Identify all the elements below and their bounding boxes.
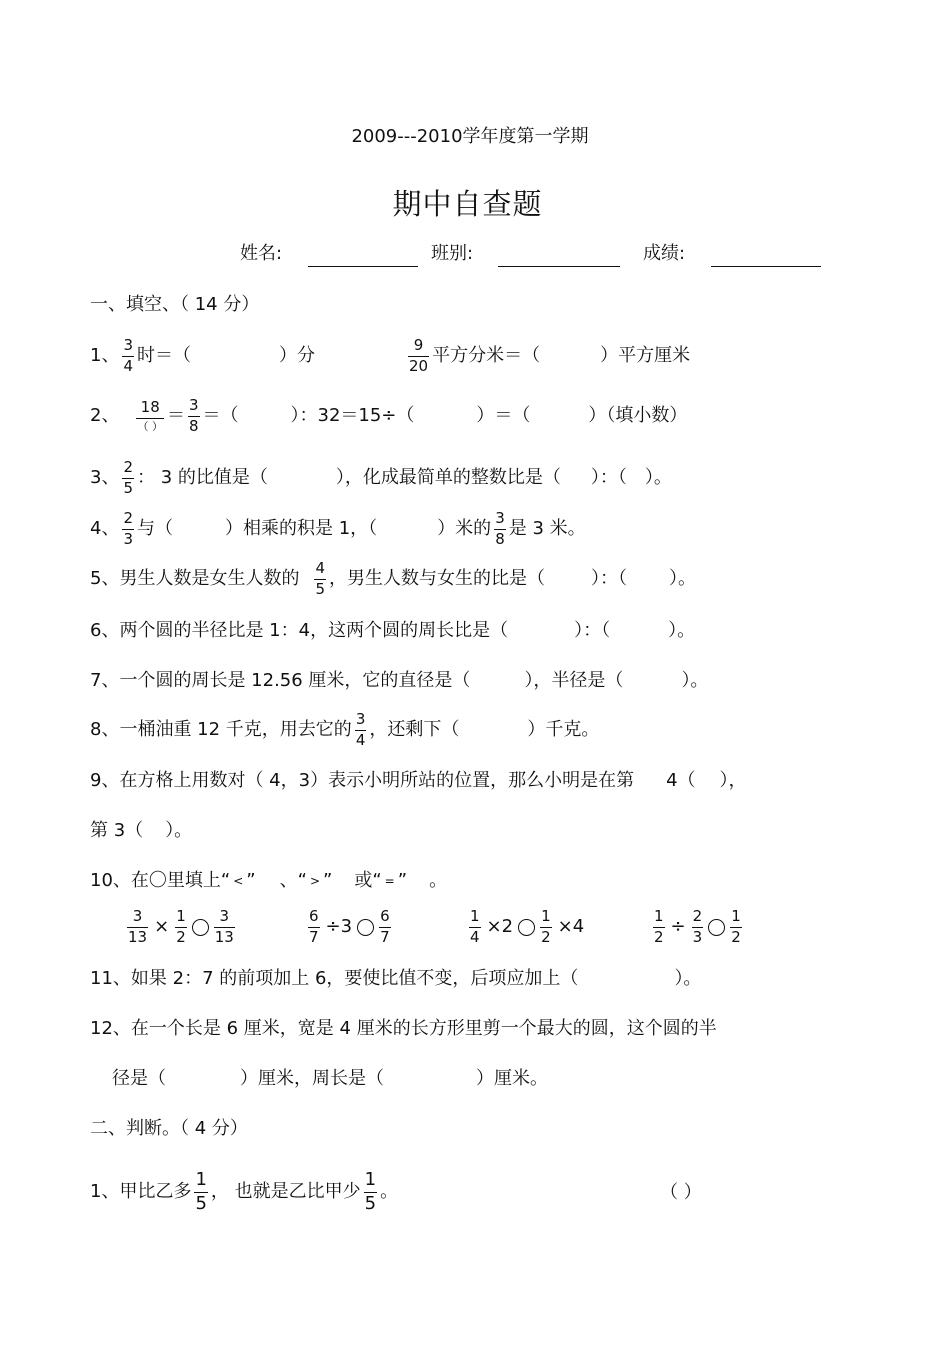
fraction: $\frac{4}{5}$ xyxy=(315,558,325,598)
name-field[interactable] xyxy=(308,266,418,267)
question-1-8: 8、 一桶油重 12 千克，用去它的 $\frac{3}{4}$ ，还剩下（ ）千克。 xyxy=(90,709,600,749)
fraction: $\frac{9}{20}$ xyxy=(409,335,429,375)
fraction: $\frac{3}{13}$ xyxy=(128,906,148,946)
fraction: $\frac{3}{4}$ xyxy=(355,709,366,749)
score-label: 成绩: xyxy=(643,243,686,264)
question-1-12-cont: 径是（ ）厘米，周长是（ ）厘米。 xyxy=(112,1068,548,1089)
compare-expr-4: $\frac{1}{2}$ ÷ $\frac{2}{3}$ $\frac{1}{2}$ xyxy=(654,906,741,946)
fraction: $\frac{1}{2}$ xyxy=(541,906,551,946)
fraction: $\frac{1}{4}$ xyxy=(470,906,480,946)
fraction: $\frac{1}{2}$ xyxy=(176,906,186,946)
compare-expr-1: $\frac{3}{13}$ × $\frac{1}{2}$ $\frac{3}{13}$ xyxy=(128,906,234,946)
compare-circle[interactable] xyxy=(518,919,535,936)
class-field[interactable] xyxy=(498,266,620,267)
page-title: 期中自查题 xyxy=(392,187,543,221)
question-1-2: 2、 $\frac{18}{( )}$ ＝ $\frac{3}{8}$ ＝（ ）：32＝15÷（ ）＝（ ）（填小数） xyxy=(90,395,688,435)
fraction: $\frac{1}{2}$ xyxy=(654,906,664,946)
name-label: 姓名: xyxy=(240,243,283,264)
fraction: $\frac{1}{2}$ xyxy=(731,906,741,946)
question-1-1: 1、 $\frac{3}{4}$ 时＝（ ）分 $\frac{9}{20}$ 平方分米＝（ ）平方厘米 xyxy=(90,335,691,375)
fraction: $\frac{3}{8}$ xyxy=(188,395,199,435)
term-subtitle: 2009---2010学年度第一学期 xyxy=(351,126,589,147)
score-field[interactable] xyxy=(711,266,821,267)
fraction: $\frac{3}{4}$ xyxy=(123,335,133,375)
compare-expr-2: $\frac{6}{7}$ ÷3 $\frac{6}{7}$ xyxy=(309,906,390,946)
compare-circle[interactable] xyxy=(708,919,725,936)
fraction: $\frac{1}{5}$ xyxy=(195,1168,207,1214)
fraction: $\frac{1}{5}$ xyxy=(364,1168,377,1214)
class-label: 班别: xyxy=(431,243,474,264)
question-1-7: 7、 一个圆的周长是 12.56 厘米，它的直径是（ ），半径是（ ）。 xyxy=(90,670,709,691)
question-1-9: 9、 在方格上用数对（ 4，3）表示小明所站的位置，那么小明是在第 4（ ）， xyxy=(90,770,747,791)
question-1-4: 4、 $\frac{2}{3}$ 与（ ）相乘的积是 1，（ ）米的 $\frac{3}{8}$ 是 3 米。 xyxy=(90,508,586,548)
question-1-10: 10、 在〇里填上“ < ” 、“ > ” 或“ = ” 。 xyxy=(90,870,448,891)
fraction: $\frac{18}{( )}$ xyxy=(137,397,163,433)
fraction: $\frac{6}{7}$ xyxy=(380,906,390,946)
compare-circle[interactable] xyxy=(357,919,374,936)
fraction: $\frac{3}{8}$ xyxy=(495,508,505,548)
question-1-11: 11、 如果 2：7 的前项加上 6，要使比值不变，后项应加上（ ）。 xyxy=(90,968,702,989)
compare-expr-3: $\frac{1}{4}$ ×2 $\frac{1}{2}$ ×4 xyxy=(470,906,585,946)
question-2-1: 1、 甲比乙多 $\frac{1}{5}$ ， 也就是乙比甲少 $\frac{1}{5}$ 。 xyxy=(90,1168,399,1214)
judgment-answer-box[interactable]: （ ） xyxy=(660,1182,702,1203)
question-1-5: 5、 男生人数是女生人数的 $\frac{4}{5}$ ，男生人数与女生的比是（ ）：（ ）。 xyxy=(90,558,696,598)
fraction: $\frac{2}{5}$ xyxy=(123,457,133,497)
question-1-3: 3、 $\frac{2}{5}$ ： 3 的比值是（ ），化成最简单的整数比是（ ）：（ ）。 xyxy=(90,457,672,497)
question-1-6: 6、 两个圆的半径比是 1：4，这两个圆的周长比是（ ）：（ ）。 xyxy=(90,620,696,641)
question-1-12: 12、 在一个长是 6 厘米，宽是 4 厘米的长方形里剪一个最大的圆，这个圆的半 xyxy=(90,1018,717,1039)
fraction: $\frac{6}{7}$ xyxy=(309,906,319,946)
fraction: $\frac{2}{3}$ xyxy=(692,906,703,946)
compare-circle[interactable] xyxy=(192,919,209,936)
question-1-9-cont: 第 3（ ）。 xyxy=(90,820,193,841)
fraction: $\frac{2}{3}$ xyxy=(123,508,133,548)
section-1-title: 一、填空、（ 14 分） xyxy=(90,294,260,315)
fraction: $\frac{3}{13}$ xyxy=(214,906,234,946)
section-2-title: 二、判断。（ 4 分） xyxy=(90,1118,248,1139)
